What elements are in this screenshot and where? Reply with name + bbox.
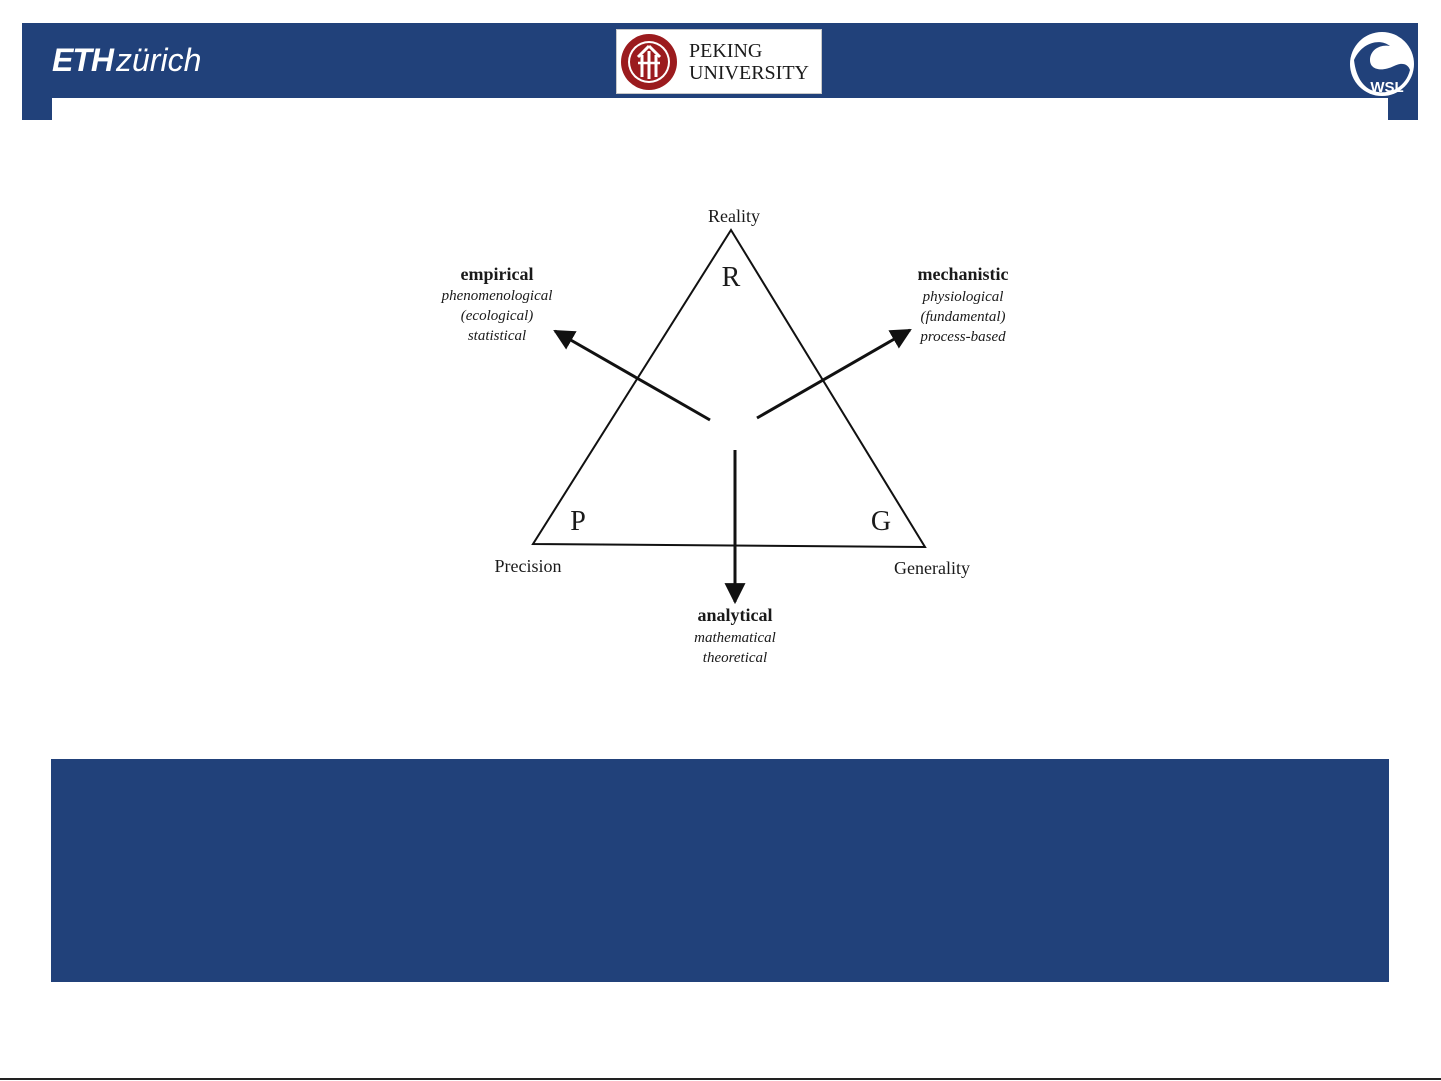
mechanistic-title: mechanistic — [917, 264, 1009, 284]
footer-line — [0, 1078, 1441, 1080]
eth-logo-bold: ETH — [52, 42, 113, 78]
vertex-letter-r: R — [721, 262, 741, 293]
vertex-label-reality: Reality — [708, 206, 760, 226]
empirical-title: empirical — [460, 264, 534, 284]
analytical-title: analytical — [697, 605, 773, 625]
analytical-line-2: theoretical — [702, 650, 768, 666]
mechanistic-line-3: process-based — [920, 329, 1006, 345]
arrow-mechanistic — [757, 330, 910, 418]
eth-logo-light: zürich — [116, 42, 202, 78]
arrow-empirical — [555, 331, 710, 420]
empirical-line-3: statistical — [467, 328, 527, 344]
mechanistic-line-2: (fundamental) — [920, 309, 1006, 325]
pku-logo-line1: PEKING — [689, 40, 763, 62]
mechanistic-line-1: physiological — [922, 289, 1004, 305]
bottom-text-box — [51, 759, 1389, 982]
empirical-line-1: phenomenological — [441, 288, 553, 304]
pku-logo-line2: UNIVERSITY — [689, 62, 809, 84]
vertex-letter-p: P — [570, 506, 586, 537]
vertex-label-generality: Generality — [894, 558, 970, 578]
empirical-line-2: (ecological) — [460, 308, 534, 324]
wsl-logo-text: WSL — [1370, 79, 1404, 96]
vertex-label-precision: Precision — [494, 556, 562, 576]
vertex-letter-g: G — [870, 506, 892, 537]
analytical-line-1: mathematical — [694, 630, 776, 646]
